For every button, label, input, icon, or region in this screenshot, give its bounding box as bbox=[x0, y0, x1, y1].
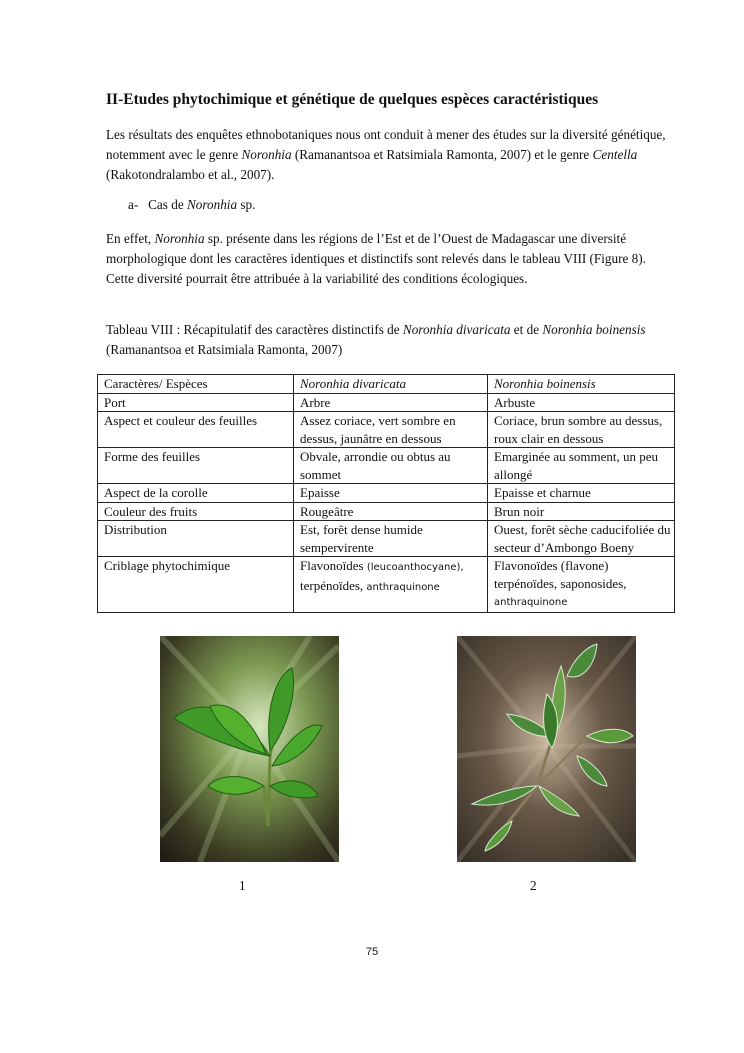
table-cell: Assez coriace, vert sombre en dessus, jaunâtre en dessous bbox=[294, 412, 488, 448]
table-row bbox=[98, 521, 675, 557]
table-cell: Epaisse bbox=[294, 484, 488, 503]
subsection-genus: Noronhia bbox=[186, 197, 238, 212]
table-cell: Est, forêt dense humide sempervirente bbox=[294, 521, 488, 557]
characters-table bbox=[97, 374, 675, 613]
table-cell: Forme des feuilles bbox=[98, 448, 294, 484]
table-cell: Distribution bbox=[98, 521, 294, 557]
page-number: 75 bbox=[365, 946, 379, 958]
caption-text-1: Tableau VIII : Récapitulatif des caractères distinctifs de bbox=[106, 322, 403, 337]
table-cell: Port bbox=[98, 393, 294, 412]
table-cell: Couleur des fruits bbox=[98, 502, 294, 521]
table-cell: Arbuste bbox=[488, 393, 675, 412]
subsection-text: Cas de bbox=[148, 197, 187, 212]
header-cell: Noronhia divaricata bbox=[294, 375, 488, 394]
genus-centella: Centella bbox=[592, 147, 638, 162]
diversity-text-2: sp. présente dans les régions de l’Est et de l’Ouest de Madagascar une diversité morphologique dont les caractères identiques et distinctifs sont relevés dans le tableau VIII (Figure 8). Cette diversité pourrait être attribuée à la variabilité des conditions écologiques. bbox=[106, 231, 646, 286]
caption-species-2: Noronhia boinensis bbox=[542, 322, 646, 337]
table-cell: Rougeâtre bbox=[294, 502, 488, 521]
table-cell: Emarginée au somment, un peu allongé bbox=[488, 448, 675, 484]
figure-caption-1: 1 bbox=[239, 878, 246, 893]
figure-caption-2: 2 bbox=[530, 878, 537, 893]
photo-noronhia-boinensis bbox=[457, 636, 636, 862]
table-cell: Ouest, forêt sèche caducifoliée du secteur d’Ambongo Boeny bbox=[488, 521, 675, 557]
caption-text-3: (Ramanantsoa et Ratsimiala Ramonta, 2007) bbox=[106, 342, 343, 357]
table-row bbox=[98, 557, 675, 613]
intro-text-3: (Rakotondralambo et al., 2007). bbox=[106, 167, 275, 182]
intro-text-2: (Ramanantsoa et Ratsimiala Ramonta, 2007) et le genre bbox=[291, 147, 593, 162]
diversity-paragraph bbox=[106, 229, 672, 289]
table-caption bbox=[106, 320, 672, 360]
table-cell: Flavonoïdes (flavone) terpénoïdes, saponosides, anthraquinone bbox=[488, 557, 675, 613]
subsection-heading bbox=[128, 197, 255, 213]
table-row bbox=[98, 448, 675, 484]
table-cell: Criblage phytochimique bbox=[98, 557, 294, 613]
table-cell: Aspect et couleur des feuilles bbox=[98, 412, 294, 448]
section-heading: II-Etudes phytochimique et génétique de quelques espèces caractéristiques bbox=[106, 91, 599, 108]
table-row bbox=[98, 412, 675, 448]
table-row bbox=[98, 502, 675, 521]
table-row bbox=[98, 484, 675, 503]
table-cell: Flavonoïdes (leucoanthocyane), terpénoïdes, anthraquinone bbox=[294, 557, 488, 613]
table-row bbox=[98, 393, 675, 412]
caption-species-1: Noronhia divaricata bbox=[402, 322, 511, 337]
subsection-tail: sp. bbox=[237, 197, 256, 212]
header-cell: Noronhia boinensis bbox=[488, 375, 675, 394]
table-cell: Epaisse et charnue bbox=[488, 484, 675, 503]
table-header-row bbox=[98, 375, 675, 394]
intro-paragraph bbox=[106, 125, 672, 185]
diversity-genus: Noronhia bbox=[154, 231, 205, 246]
subsection-marker: a- bbox=[128, 197, 139, 212]
table-cell: Obvale, arrondie ou obtus au sommet bbox=[294, 448, 488, 484]
table-cell: Brun noir bbox=[488, 502, 675, 521]
table-cell: Aspect de la corolle bbox=[98, 484, 294, 503]
table-cell: Arbre bbox=[294, 393, 488, 412]
table-cell: Coriace, brun sombre au dessus, roux clair en dessous bbox=[488, 412, 675, 448]
genus-noronhia: Noronhia bbox=[241, 147, 292, 162]
intro-text-1: Les résultats des enquêtes ethnobotaniques nous ont conduit à mener des études sur la diversité génétique, notemment avec le genre bbox=[106, 127, 666, 162]
photo-noronhia-divaricata bbox=[160, 636, 339, 862]
header-cell: Caractères/ Espèces bbox=[98, 375, 294, 394]
diversity-text-1: En effet, bbox=[106, 231, 155, 246]
caption-text-2: et de bbox=[510, 322, 543, 337]
